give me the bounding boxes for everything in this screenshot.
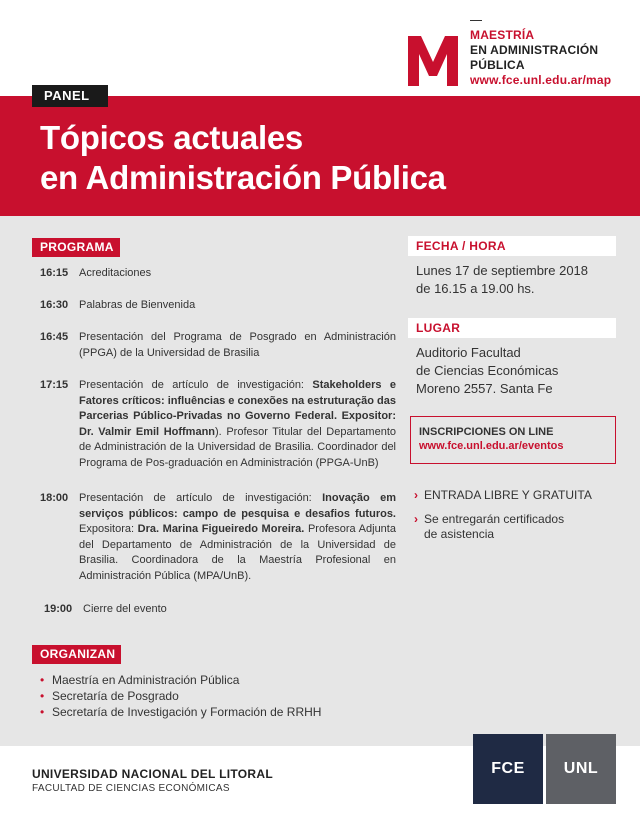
organizan-tag: ORGANIZAN [32,645,121,664]
panel-tag: PANEL [32,85,108,107]
fecha-tag: FECHA / HORA [416,239,506,253]
schedule-description: Presentación de artículo de investigación: Inovação em serviços públicos: campo de pesquisa e desafios futuros. Expositora: Dra. Marina Figueiredo Moreira. Profesora Adjunta del Departamento de Administración de la Universidad de Brasilia. Coordinadora de la Maestría Profesional en Administración Pública (MPA/UnB). [79,492,396,582]
title-line1: Tópicos actuales [40,119,303,156]
program-logo-text [470,28,611,88]
schedule-description: Presentación del Programa de Posgrado en Administración (PPGA) de la Universidad de Brasilia [79,331,396,359]
lugar-line2: de Ciencias Económicas [416,363,559,378]
schedule-time: 16:15 [40,267,69,279]
schedule-item [40,378,396,471]
schedule-item [40,330,396,361]
info-item-entrada: › ENTRADA LIBRE Y GRATUITA [414,488,592,502]
schedule-item [40,266,396,282]
logo-line1: MAESTRÍA [470,28,535,42]
schedule-time: 16:45 [40,331,69,343]
chevron-right-icon: › [414,488,418,502]
schedule-item [40,298,396,314]
schedule-time: 19:00 [44,603,73,615]
info-list [414,488,592,551]
schedule-time: 17:15 [40,379,69,391]
logo-line3: PÚBLICA [470,58,525,72]
chevron-right-icon: › [414,512,418,526]
logo-line2: EN ADMINISTRACIÓN [470,43,599,57]
logo-dash [470,20,482,21]
list-item: • Secretaría de Investigación y Formación de RRHH [40,704,321,720]
inscripciones-url-link[interactable]: www.fce.unl.edu.ar/eventos [419,440,564,452]
title-banner [0,96,640,216]
schedule-item [40,491,396,584]
lugar-text [416,344,558,398]
lugar-line3: Moreno 2557. Santa Fe [416,381,553,396]
schedule-time: 16:30 [40,299,69,311]
university-name: UNIVERSIDAD NACIONAL DEL LITORAL [32,767,273,781]
header [0,0,640,96]
list-item: • Secretaría de Posgrado [40,688,321,704]
organizers-list [40,672,321,720]
inscripciones-box [410,416,616,464]
fecha-header [408,236,616,256]
fecha-line1: Lunes 17 de septiembre 2018 [416,263,589,278]
title-line2: en Administración Pública [40,159,446,196]
programa-tag: PROGRAMA [32,238,120,257]
schedule-description: Cierre del evento [83,603,167,615]
fecha-text [416,262,588,298]
fce-logo: FCE [473,734,543,804]
inscripciones-title: INSCRIPCIONES ON LINE [419,426,554,438]
lugar-tag: LUGAR [416,321,461,335]
schedule-description: Palabras de Bienvenida [79,299,196,311]
schedule-time: 18:00 [40,492,69,504]
program-url-link[interactable]: www.fce.unl.edu.ar/map [470,73,612,87]
list-item: • Maestría en Administración Pública [40,672,321,688]
footer [0,746,640,816]
schedule-description: Presentación de artículo de investigación: Stakeholders e Fatores críticos: influências e conexões na estruturação das Parcerias Público-Privadas no Governo Federal. Expositor: Dr. Valmir Emil Hoffmann). Profesor Titular del Departamento de Administración de la Universidad de Brasilia. Coordinador del Programa de Pos-graduación en Administración (PPGA-UnB) [79,379,396,469]
schedule-description: Acreditaciones [79,267,152,279]
lugar-header [408,318,616,338]
info-item-certificados: › Se entregarán certificados de asistencia [414,512,565,541]
fecha-line2: de 16.15 a 19.00 hs. [416,281,535,296]
main-content [0,216,640,746]
schedule-item [44,602,400,618]
maestria-m-logo-icon [408,36,458,86]
lugar-line1: Auditorio Facultad [416,345,521,360]
event-title [40,118,446,198]
unl-logo: UNL [546,734,616,804]
faculty-name: FACULTAD DE CIENCIAS ECONÓMICAS [32,783,230,794]
